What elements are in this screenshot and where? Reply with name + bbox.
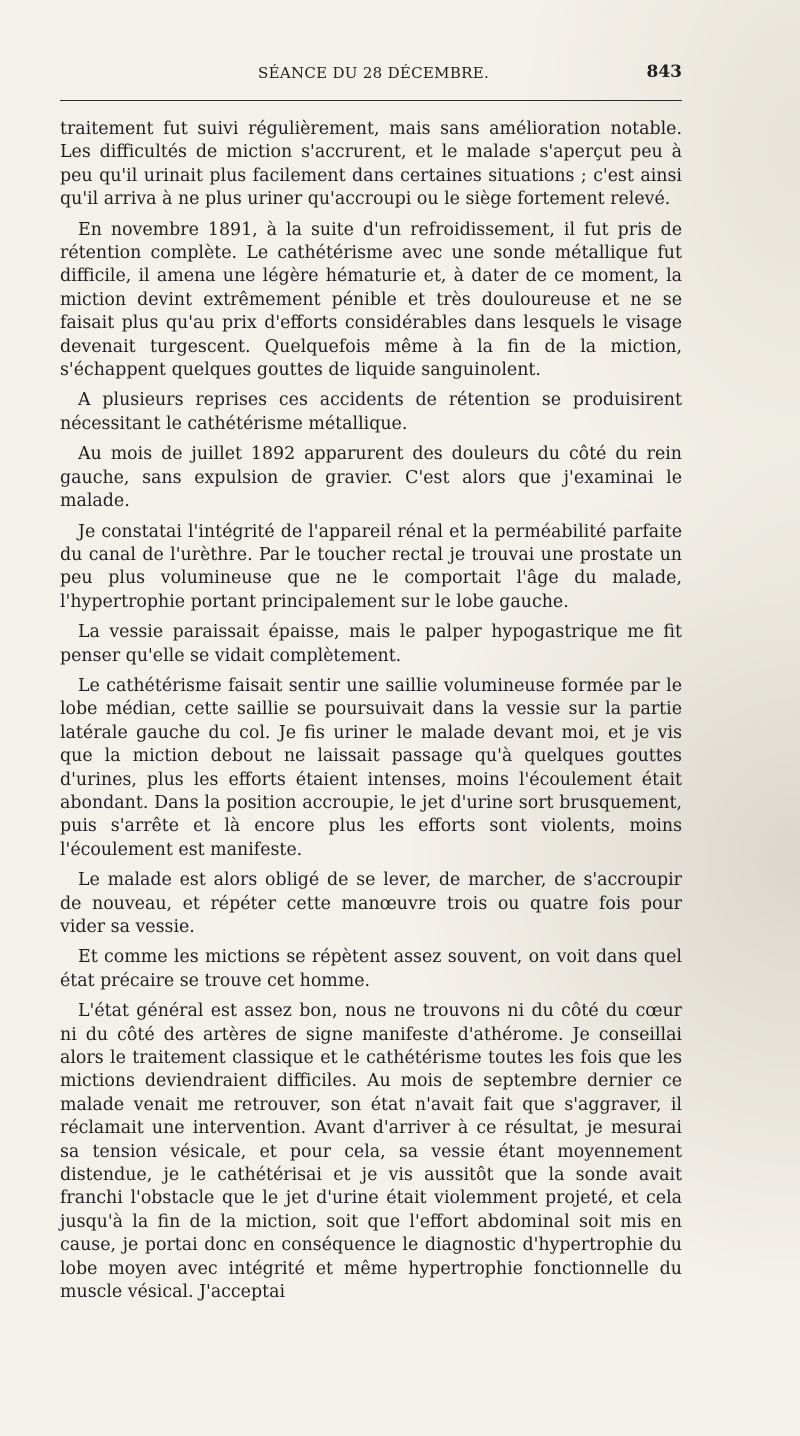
page-header xyxy=(60,62,682,86)
paragraph: Le malade est alors obligé de se lever, de marcher, de s'accroupir de nouveau, et répéter cette manœuvre trois ou quatre fois pour vider sa vessie. xyxy=(60,870,682,937)
paragraph: A plusieurs reprises ces accidents de rétention se produisirent nécessitant le cathétérisme métallique. xyxy=(60,390,682,434)
paragraph: La vessie paraissait épaisse, mais le palper hypogastrique me fit penser qu'elle se vidait complètement. xyxy=(60,622,682,666)
paragraph: En novembre 1891, à la suite d'un refroidissement, il fut pris de rétention complète. Le cathétérisme avec une sonde métallique fut difficile, il amena une légère hématurie et, à dater de ce moment, la miction devint extrêmement pénible et très douloureuse et ne se faisait plus qu'au prix d'efforts considérables dans lesquels le visage devenait turgescent. Quelquefois même à la fin de la miction, s'échappent quelques gouttes de liquide sanguinolent. xyxy=(60,219,682,381)
paragraph: Le cathétérisme faisait sentir une saillie volumineuse formée par le lobe médian, cette saillie se poursuivait dans la vessie sur la partie latérale gauche du col. Je fis uriner le malade devant moi, et je vis que la miction debout ne laissait passage qu'à quelques gouttes d'urines, plus les efforts étaient intenses, moins l'écoulement était abondant. Dans la position accroupie, le jet d'urine sort brusquement, puis s'arrête et là encore plus les efforts sont violents, moins l'écoulement est manifeste. xyxy=(60,675,682,860)
paragraph: L'état général est assez bon, nous ne trouvons ni du côté du cœur ni du côté des artères de signe manifeste d'athérome. Je conseillai alors le traitement classique et le cathétérisme toutes les fois que les mictions deviendraient difficiles. Au mois de septembre dernier ce malade venait me retrouver, son état n'avait fait que s'aggraver, il réclamait une intervention. Avant d'arriver à ce résultat, je mesurai sa tension vésicale, et pour cela, sa vessie étant moyennement distendue, je le cathétérisai et je vis aussitôt que la sonde avait franchi l'obstacle que le jet d'urine était violemment projeté, et cela jusqu'à la fin de la miction, soit que l'effort abdominal soit mis en cause, je portai donc en conséquence le diagnostic d'hypertrophie du lobe moyen avec intégrité et même hypertrophie fonctionnelle du muscle vésical. J'acceptai xyxy=(60,1001,682,1303)
page-number: 843 xyxy=(646,62,682,82)
running-title: SÉANCE DU 28 DÉCEMBRE. xyxy=(258,64,490,82)
header-rule xyxy=(60,100,682,101)
body-text xyxy=(60,118,682,1312)
paragraph: Et comme les mictions se répètent assez souvent, on voit dans quel état précaire se trouve cet homme. xyxy=(60,947,682,991)
paragraph: Je constatai l'intégrité de l'appareil rénal et la perméabilité parfaite du canal de l'urèthre. Par le toucher rectal je trouvai une prostate un peu plus volumineuse que ne le comportait l'âge du malade, l'hypertrophie portant principalement sur le lobe gauche. xyxy=(60,521,682,612)
paragraph: traitement fut suivi régulièrement, mais sans amélioration notable. Les difficultés de miction s'accrurent, et le malade s'aperçut peu à peu qu'il urinait plus facilement dans certaines situations ; c'est ainsi qu'il arriva à ne plus uriner qu'accroupi ou le siège fortement relevé. xyxy=(60,119,682,210)
paragraph: Au mois de juillet 1892 apparurent des douleurs du côté du rein gauche, sans expulsion de gravier. C'est alors que j'examinai le malade. xyxy=(60,444,682,512)
